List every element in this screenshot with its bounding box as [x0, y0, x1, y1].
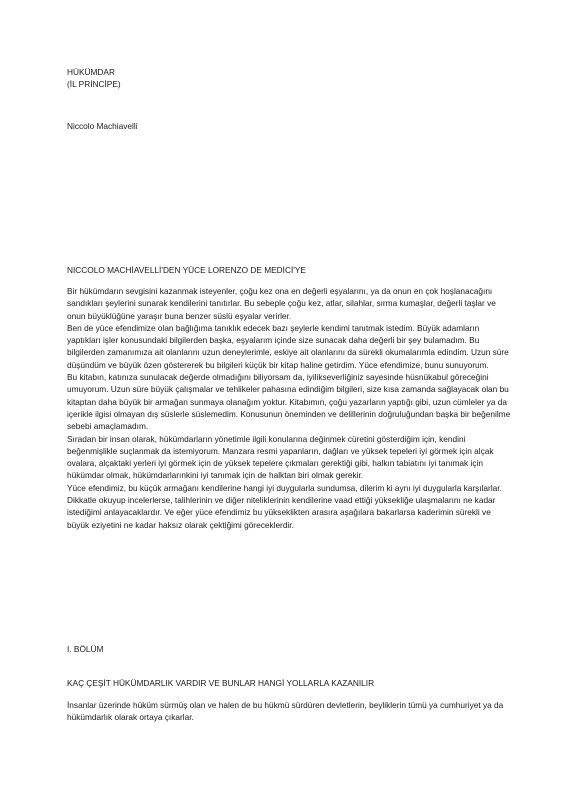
dedication-paragraph: Yüce efendimiz, bu küçük armağanı kendilerine hangi iyi duygularla sundumsa, dilerim ki aynı iyi duygularla karşılarlar. Dikkatle okuyup incelerlerse, talihlerinin ve diğer niteliklerinin kendilerine vaad ettiği yüksekliğe ulaşmalarını ne kadar istediğimi anlayacaklardır. Ve eğer yüce efendimiz bu yükseklikten arasıra aşağılara bakarlarsa kaderimin sürekli ve büyük eziyetini ne kadar haksız olarak çektiğimi göreceklerdir. — [67, 482, 502, 530]
dedication-paragraph: Bir hükümdarın sevgisini kazanmak isteyenler, çoğu kez ona en değerli eşyalarını, ya da onun en çok hoşlanacağını sandıkları şeylerini sunarak kendilerini tanıtırlar. Bu sebeple çoğu kez, atlar, silahlar, sırma kumaşlar, değerli taşlar ve onun büyüklüğüne yaraşır buna benzer süslü eşyalar verirler. — [67, 286, 496, 321]
dedication-paragraph: Ben de yüce efendimize olan bağlığıma tanıklık edecek bazı şeylerle kendimi tanıtmak istedim. Büyük adamların yaptıkları işler konusundaki bilgilerden başka, eşyalarım içinde size sunacak daha değerli bir şey bulamadım. Bu bilgilerden zamanımıza ait olanlarını uzun deneylerimle, eskiye ait olanlarını da sürekli okumalarımla edindim. Uzun süre düşündüm ve büyük özen göstererek bu bilgileri küçük bir kitap haline getirdim. Yüce efendimize, bunu sunuyorum. — [67, 322, 509, 370]
author-name: Niccolo Machiavelli — [67, 121, 138, 131]
title-line-1: HÜKÜMDAR — [67, 67, 115, 77]
dedication-paragraph: Sıradan bir insan olarak, hükümdarların yönetimle ilgili konularına değinmek cüretini gösterdiğim için, kendini beğenmişlikle suçlanmak da istemiyorum. Manzara resmi yapanların, dağları ve yüksek tepeleri iyi görmek için alçak ovalara, alçaktaki yerleri iyi görmek için de yüksek tepelere çıkmaları gerektiği gibi, halkın tabiatını iyi tanımak için hükümdar olmak, hükümdarlarınkini iyi tanımak için de halktan biri olmak gerekir. — [67, 433, 494, 481]
chapter-label: I. BÖLÜM — [67, 644, 104, 654]
title-line-2: (İL PRİNCİPE) — [67, 79, 121, 89]
chapter-heading: KAÇ ÇEŞİT HÜKÜMDARLIK VARDIR VE BUNLAR HANGİ YOLLARLA KAZANILIR — [67, 678, 375, 688]
document-title — [67, 66, 121, 90]
chapter-paragraph: İnsanlar üzerinde hüküm sürmüş olan ve halen de bu hükmü sürdüren devletlerin, beyliklerin tümü ya cumhuriyet ya da hükümdarlık olarak ortaya çıkarlar. — [67, 700, 504, 723]
chapter-body — [67, 699, 515, 724]
dedication-paragraph: Bu kitabın, katınıza sunulacak değerde olmadığını biliyorsam da, iyilikseverliğiniz sayesinde hüsnükabul göreceğini umuyorum. Uzun süre büyük çalışmalar ve tehlikeler pahasına edindiğim bilgileri, size kısa zamanda sağlayacak olan bu kitaptan daha büyük bir armağan sunmaya olanağım yoktur. Kitabımın, çoğu yazarların yaptığı gibi, uzun cümleler ya da içerikle ilgisi olmayan dış süslerle süslemedim. Konusunun öneminden ve delillerinin doğruluğundan başka bir beğenilme sebebi amaçlamadım. — [67, 372, 511, 432]
dedication-body — [67, 285, 515, 531]
dedication-heading: NICCOLO MACHİAVELLİ'DEN YÜCE LORENZO DE MEDİCİ'YE — [67, 265, 306, 275]
